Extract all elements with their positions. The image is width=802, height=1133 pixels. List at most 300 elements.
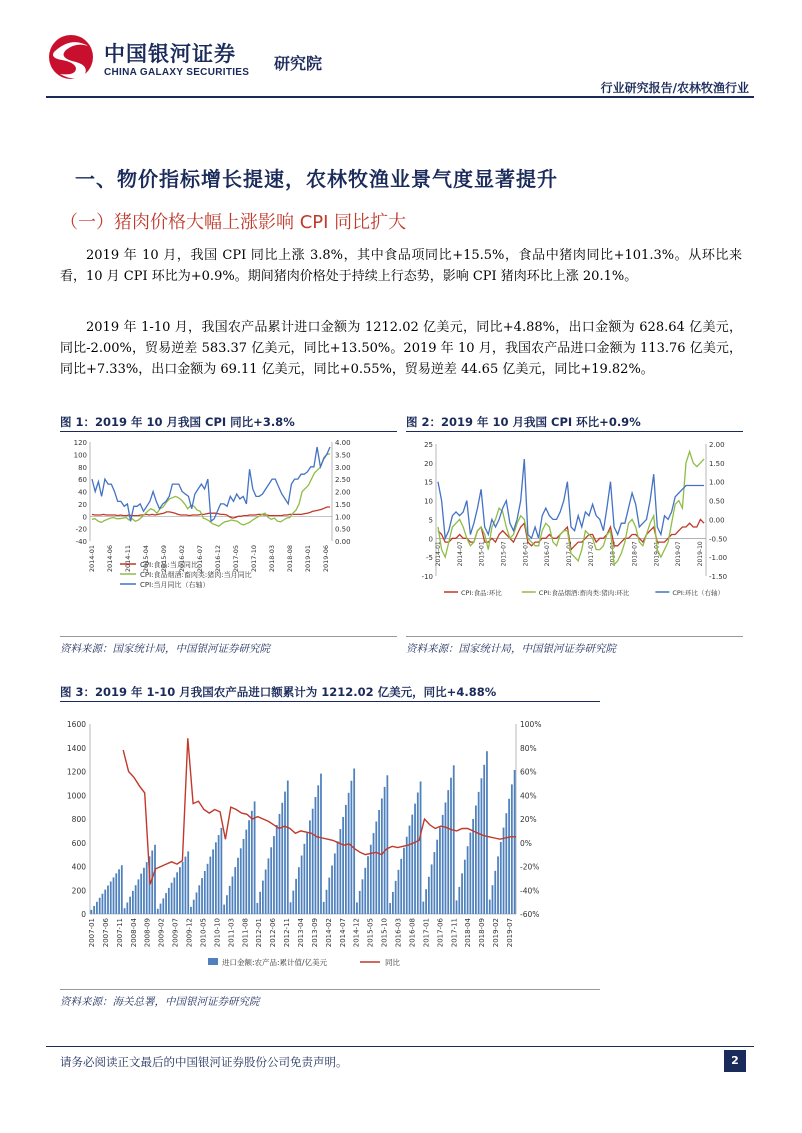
import-bar: [505, 813, 507, 914]
x-tick-label: 2019-06: [322, 545, 330, 573]
x-tick-label: 2014-01: [88, 545, 96, 573]
x-tick-label: 2018-08: [286, 545, 294, 573]
y-tick-label-left: 25: [424, 441, 433, 449]
import-bar: [96, 902, 98, 914]
import-bar: [428, 877, 430, 914]
y-tick-label-left: 10: [424, 497, 433, 506]
import-bar: [508, 799, 510, 914]
x-tick-label: 2018-09: [478, 918, 487, 948]
import-bar: [187, 851, 189, 914]
import-bar: [497, 856, 499, 914]
import-bar: [434, 852, 436, 914]
import-bar: [331, 866, 333, 915]
company-name-en: CHINA GALAXY SECURITIES: [104, 67, 250, 78]
x-tick-label: 2014-12: [352, 918, 361, 948]
import-bar: [514, 770, 516, 914]
import-bar: [292, 891, 294, 914]
x-tick-label: 2013-04: [297, 918, 305, 948]
y-tick-label-left: 0: [81, 910, 86, 919]
import-bar: [190, 907, 192, 914]
x-tick-label: 2011-03: [227, 918, 236, 948]
import-bar: [320, 774, 322, 914]
import-bar: [196, 893, 198, 915]
import-bar: [389, 903, 391, 914]
import-bar: [298, 867, 300, 914]
import-bar: [367, 856, 369, 914]
import-bar: [436, 840, 438, 914]
x-tick-label: 2018-04: [464, 918, 473, 948]
y-tick-label-right: -60%: [520, 910, 540, 919]
import-bar: [417, 793, 419, 915]
import-bar: [339, 829, 341, 914]
import-bar: [110, 882, 112, 915]
galaxy-logo-icon: [46, 32, 96, 82]
x-tick-label: 2012-06: [269, 918, 278, 948]
x-tick-label: 2015-09: [160, 545, 168, 573]
import-bar: [353, 769, 355, 915]
import-bar: [373, 833, 375, 914]
import-bar: [422, 902, 424, 914]
y-tick-label-right: -1.00: [709, 554, 728, 563]
import-bar: [115, 873, 117, 914]
x-tick-label: 2017-06: [436, 918, 445, 948]
import-bar: [121, 865, 123, 914]
import-bar: [256, 903, 258, 914]
y-tick-label-right: 0.50: [709, 497, 725, 506]
import-bar: [370, 845, 372, 914]
import-bar: [173, 878, 175, 915]
import-bar: [201, 878, 203, 914]
y-tick-label-right: 2.50: [335, 476, 351, 485]
import-bar: [209, 857, 211, 914]
x-tick-label: 2018-07: [631, 541, 639, 567]
import-bar: [317, 785, 319, 914]
import-bar: [132, 891, 134, 914]
import-bar: [398, 870, 400, 914]
x-tick-label: 2008-09: [143, 918, 152, 948]
figure-1-rule: [60, 431, 397, 432]
x-tick-label: 2017-07: [587, 541, 595, 567]
y-tick-label-left: 80: [78, 463, 87, 472]
y-tick-label-left: 200: [71, 886, 86, 896]
import-bar: [185, 857, 187, 914]
import-bar: [356, 902, 358, 914]
y-tick-label-right: 60%: [520, 767, 537, 777]
x-tick-label: 2018-03: [268, 545, 276, 573]
x-tick-label: 2016-07: [196, 545, 204, 573]
y-tick-label-right: -40%: [520, 886, 540, 896]
paragraph-cpi: 2019 年 10 月，我国 CPI 同比上涨 3.8%，其中食品项同比+15.5%，食品中猪肉同比+101.3%。从环比来看，10 月 CPI 环比为+0.9%。期间猪肉价格处于持续上行态势，影响 CPI 猪肉环比上涨 20.1%。: [60, 248, 742, 284]
import-bar: [337, 841, 339, 914]
y-tick-label-left: 1600: [66, 720, 86, 729]
x-tick-label: 2016-02: [178, 545, 186, 573]
x-tick-label: 2010-05: [199, 918, 208, 948]
y-tick-label-left: -10: [421, 573, 433, 581]
import-bar: [392, 892, 394, 914]
import-bar: [420, 782, 422, 915]
x-tick-label: 2014-06: [106, 545, 114, 573]
x-tick-label: 2015-07: [500, 541, 508, 567]
import-bar: [439, 827, 441, 914]
import-bar: [245, 830, 247, 914]
import-bar: [154, 845, 156, 914]
import-bar: [301, 856, 303, 915]
x-tick-label: 2016-07: [544, 541, 552, 567]
import-bar: [273, 836, 275, 914]
import-bar: [486, 751, 488, 914]
x-tick-label: 2014-01: [435, 541, 442, 567]
import-bar: [265, 870, 267, 915]
y-tick-label-left: 100: [73, 451, 87, 460]
figure-2-caption: 图 2：2019 年 10 月我国 CPI 环比+0.9%: [406, 415, 641, 429]
import-bar: [234, 867, 236, 914]
import-bar: [91, 910, 93, 914]
legend-swatch: [208, 958, 218, 965]
series-line: [438, 459, 704, 538]
legend-label: CPI:食品烟酒:畜肉类:猪肉:环比: [538, 589, 630, 597]
import-bar: [445, 803, 447, 915]
import-bar: [146, 862, 148, 914]
y-tick-label-left: 40: [78, 488, 87, 497]
import-bar: [306, 832, 308, 914]
import-bar: [467, 846, 469, 914]
figure-3-bottom-rule: [60, 989, 600, 990]
y-tick-label-left: 120: [73, 439, 87, 447]
y-tick-label-right: -0.50: [709, 535, 728, 544]
import-bar: [290, 902, 292, 914]
figure-3-rule: [60, 701, 600, 702]
import-bar: [409, 826, 411, 914]
import-bar: [400, 859, 402, 914]
import-bar: [165, 893, 167, 914]
y-tick-label-right: -20%: [520, 862, 540, 872]
y-tick-label-left: -40: [75, 538, 87, 546]
legend-label: CPI:食品烟酒:畜肉类:猪肉:当月同比: [140, 571, 252, 579]
import-bar: [461, 873, 463, 914]
x-tick-label: 2015-10: [380, 918, 389, 948]
y-tick-label-left: 15: [424, 478, 433, 487]
import-bar: [472, 819, 474, 914]
x-tick-label: 2018-01: [609, 541, 617, 567]
import-bar: [284, 792, 286, 914]
x-tick-label: 2019-02: [492, 918, 501, 948]
import-bar: [107, 886, 109, 915]
import-bar: [259, 892, 261, 914]
import-bar: [500, 842, 502, 914]
import-bar: [138, 879, 140, 914]
x-tick-label: 2017-10: [250, 545, 258, 573]
y-tick-label-left: 20: [424, 459, 433, 468]
y-tick-label-left: 20: [78, 500, 87, 509]
y-tick-label-left: 600: [71, 838, 86, 848]
y-tick-label-left: 800: [71, 815, 86, 824]
x-tick-label: 2019-01: [304, 545, 312, 573]
import-bar: [129, 897, 131, 914]
import-bar: [102, 894, 104, 914]
x-tick-label: 2016-01: [522, 541, 530, 567]
import-bar: [478, 792, 480, 914]
figure-1-bottom-rule: [60, 636, 397, 637]
import-bar: [135, 885, 137, 914]
import-bar: [287, 781, 289, 915]
section-heading: 一、物价指标增长提速，农林牧渔业景气度显著提升: [75, 167, 558, 191]
y-tick-label-right: 0.00: [709, 516, 725, 525]
import-bar: [240, 848, 242, 914]
x-tick-label: 2012-01: [255, 918, 264, 948]
cpi-yoy-chart: [60, 436, 390, 606]
x-tick-label: 2014-02: [324, 918, 333, 948]
import-bar: [140, 874, 142, 914]
y-tick-label-left: 1000: [66, 791, 86, 801]
y-tick-label-right: 1.50: [709, 459, 725, 468]
y-tick-label-right: 0.50: [335, 525, 351, 534]
x-tick-label: 2017-11: [450, 918, 459, 948]
import-bar: [251, 811, 253, 914]
x-tick-label: 2008-04: [129, 918, 138, 948]
y-tick-label-left: 5: [428, 516, 433, 525]
legend-label: CPI:当月同比（右轴）: [140, 581, 210, 589]
import-bar: [395, 881, 397, 914]
x-tick-label: 2007-11: [115, 918, 124, 948]
import-bar: [113, 877, 115, 914]
import-bar: [447, 790, 449, 914]
import-bar: [334, 853, 336, 914]
y-tick-label-left: -20: [75, 525, 87, 534]
x-tick-label: 2016-12: [214, 545, 222, 573]
x-tick-label: 2019-07: [675, 541, 683, 567]
import-bar: [99, 898, 101, 914]
x-tick-label: 2019-01: [653, 541, 661, 567]
import-bar: [176, 872, 178, 914]
import-bar: [425, 889, 427, 914]
import-bar: [312, 809, 314, 914]
import-bar: [359, 891, 361, 914]
figure-1-caption: 图 1：2019 年 10 月我国 CPI 同比+3.8%: [60, 415, 295, 429]
import-bar: [386, 775, 388, 914]
import-bar: [345, 805, 347, 914]
footer-rule: [46, 1046, 754, 1047]
y-tick-label-left: 60: [78, 476, 87, 485]
paragraph-trade: 2019 年 1-10 月，我国农产品累计进口金额为 1212.02 亿美元，同比+4.88%，出口金额为 628.64 亿美元，同比-2.00%，贸易逆差 583.37 亿美元，同比+13.50%。2019 年 10 月，我国农产品进口金额为 113.76 亿美元，同比+7.33%，出口金额为 69.11 亿美元，同比+0.55%，贸易逆差 44.65 亿美元，同比+19.82%。: [60, 320, 742, 377]
import-bar: [450, 778, 452, 914]
import-bar: [212, 849, 214, 914]
import-bar: [414, 804, 416, 914]
x-tick-label: 2013-09: [310, 918, 319, 948]
x-tick-label: 2009-02: [157, 918, 166, 948]
x-tick-label: 2007-06: [101, 918, 110, 948]
import-bar: [378, 810, 380, 914]
import-bar: [483, 765, 485, 914]
x-tick-label: 2015-05: [366, 918, 375, 948]
x-tick-label: 2019-10: [697, 541, 704, 567]
import-bar: [207, 864, 209, 914]
import-bar: [494, 871, 496, 914]
figure-2-rule: [406, 431, 743, 432]
import-bar: [262, 881, 264, 914]
legend-label: CPI:环比（右轴）: [672, 589, 724, 597]
import-bar: [469, 833, 471, 914]
import-bar: [364, 868, 366, 914]
x-tick-label: 2017-01: [566, 541, 573, 567]
import-bar: [160, 904, 162, 914]
y-tick-label-right: 40%: [520, 791, 537, 801]
figure-3-source: 资料来源：海关总署，中国银河证券研究院: [60, 996, 260, 1008]
import-bar: [458, 887, 460, 914]
report-type: 行业研究报告/农林牧渔行业: [600, 81, 749, 95]
y-tick-label-right: 80%: [520, 743, 537, 753]
import-bar: [328, 878, 330, 914]
import-bar: [243, 839, 245, 914]
import-bar: [326, 890, 328, 914]
import-bar: [93, 906, 95, 914]
y-tick-label-left: 400: [71, 862, 86, 872]
y-tick-label-right: 1.00: [709, 478, 725, 487]
x-tick-label: 2019-07: [506, 918, 514, 948]
import-bar: [511, 784, 513, 914]
import-bar: [218, 835, 220, 914]
import-bar: [442, 815, 444, 914]
import-bar: [215, 842, 217, 914]
import-bar: [198, 885, 200, 914]
import-bar: [143, 868, 145, 914]
y-tick-label-left: 1400: [66, 743, 86, 753]
import-bar: [221, 828, 223, 914]
figure-1-source: 资料来源：国家统计局，中国银河证券研究院: [60, 643, 270, 655]
import-bar: [182, 862, 184, 914]
x-tick-label: 2007-01: [88, 918, 96, 948]
figure-3-caption: 图 3：2019 年 1-10 月我国农产品进口额累计为 1212.02 亿美元，同比+4.88%: [60, 685, 497, 699]
import-bar: [157, 909, 159, 914]
y-tick-label-right: 4.00: [335, 439, 351, 447]
import-bar: [171, 883, 173, 914]
x-tick-label: 2011-08: [241, 918, 250, 948]
x-tick-label: 2016-08: [408, 918, 417, 948]
import-bar: [118, 869, 120, 914]
x-tick-label: 2017-01: [422, 918, 431, 948]
y-tick-label-right: 3.00: [335, 463, 351, 472]
import-bar: [481, 778, 483, 914]
import-bar: [229, 886, 231, 914]
series-line: [92, 447, 330, 521]
y-tick-label-left: 0: [82, 513, 87, 522]
x-tick-label: 2014-11: [124, 545, 132, 573]
y-tick-label-right: 0.00: [335, 538, 351, 546]
subsection-heading: （一）猪肉价格大幅上涨影响 CPI 同比扩大: [60, 212, 407, 233]
x-tick-label: 2009-12: [185, 918, 194, 948]
header-rule: [46, 96, 754, 98]
x-tick-label: 2015-04: [142, 545, 150, 573]
import-bar: [179, 867, 181, 914]
department-name: 研究院: [274, 54, 323, 73]
cpi-mom-chart: [406, 436, 736, 606]
company-logo: [46, 32, 96, 82]
import-bar: [403, 848, 405, 914]
x-tick-label: 2014-07: [456, 541, 464, 567]
legend-label: 进口金额:农产品:累计值/亿美元: [222, 958, 328, 967]
import-bar: [295, 879, 297, 914]
import-bar: [348, 793, 350, 914]
x-tick-label: 2014-07: [338, 918, 347, 948]
legend-label: CPI:食品:环比: [461, 589, 502, 597]
import-bar: [489, 900, 491, 914]
import-bar: [162, 898, 164, 914]
import-bar: [237, 858, 239, 914]
import-bar: [342, 817, 344, 914]
y-tick-label-right: 1.00: [335, 513, 351, 522]
import-bar: [362, 879, 364, 914]
x-tick-label: 2016-03: [394, 918, 403, 948]
import-bar: [503, 828, 505, 914]
import-bar: [104, 890, 106, 914]
figure-2-bottom-rule: [406, 636, 743, 637]
import-bar: [381, 798, 383, 914]
import-bar: [151, 851, 153, 915]
y-tick-label-right: -1.50: [709, 573, 728, 581]
import-bar: [475, 806, 477, 915]
y-tick-label-right: 20%: [520, 815, 537, 824]
import-bar: [248, 820, 250, 914]
x-tick-label: 2012-11: [283, 918, 292, 948]
import-bar: [204, 871, 206, 914]
y-tick-label-right: 2.00: [709, 441, 725, 449]
company-name-cn: 中国银河证券: [104, 42, 236, 66]
figure-2-source: 资料来源：国家统计局，中国银河证券研究院: [406, 643, 616, 655]
import-bar: [193, 900, 195, 914]
import-bar: [309, 820, 311, 914]
y-tick-label-left: 1200: [66, 767, 86, 777]
x-tick-label: 2009-07: [171, 918, 180, 948]
import-bar: [375, 822, 377, 915]
y-tick-label-right: 2.00: [335, 488, 351, 497]
x-tick-label: 2010-10: [213, 918, 222, 948]
import-bar: [276, 825, 278, 914]
import-bar: [411, 815, 413, 914]
y-tick-label-right: 100%: [520, 720, 542, 729]
import-bar: [453, 765, 455, 914]
import-bar: [431, 864, 433, 914]
import-bar: [281, 803, 283, 914]
y-tick-label-right: 0%: [520, 838, 532, 848]
import-bar: [492, 885, 494, 914]
import-bar: [223, 905, 225, 914]
import-bar: [168, 888, 170, 914]
agri-import-chart: [60, 712, 600, 972]
import-bar: [226, 895, 228, 914]
x-tick-label: 2017-05: [232, 545, 240, 573]
import-bar: [323, 902, 325, 914]
import-bar: [464, 860, 466, 914]
import-bar: [126, 903, 128, 915]
y-tick-label-right: 1.50: [335, 500, 351, 509]
import-bar: [456, 900, 458, 914]
import-bar: [124, 908, 126, 914]
page-number: 2: [724, 1050, 746, 1072]
y-tick-label-left: 0: [428, 535, 433, 544]
import-bar: [268, 858, 270, 914]
legend-label: 同比: [385, 958, 400, 967]
import-bar: [270, 847, 272, 914]
footer-disclaimer: 请务必阅读正文最后的中国银河证券股份公司免责声明。: [60, 1055, 348, 1069]
x-tick-label: 2015-01: [478, 541, 486, 567]
y-tick-label-left: -5: [426, 554, 433, 563]
import-bar: [315, 797, 317, 914]
y-tick-label-right: 3.50: [335, 451, 351, 460]
import-bar: [406, 837, 408, 914]
legend-label: CPI:食品:当月同比: [140, 561, 198, 569]
import-bar: [232, 877, 234, 915]
import-bar: [351, 781, 353, 914]
import-bar: [304, 844, 306, 914]
